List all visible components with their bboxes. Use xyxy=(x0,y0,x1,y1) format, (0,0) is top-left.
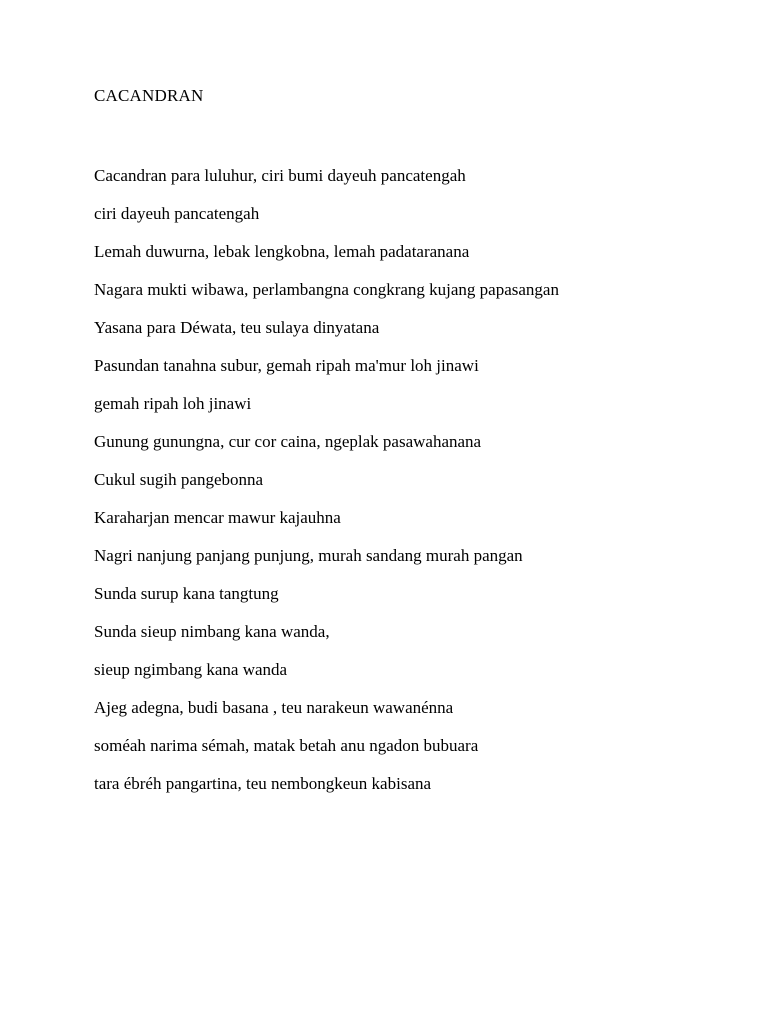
poem-line: Nagara mukti wibawa, perlambangna congkrang kujang papasangan xyxy=(94,280,559,299)
poem-line: sieup ngimbang kana wanda xyxy=(94,660,288,679)
poem-line: Lemah duwurna, lebak lengkobna, lemah padataranana xyxy=(94,242,470,261)
poem-line: Cacandran para luluhur, ciri bumi dayeuh pancatengah xyxy=(94,166,466,185)
poem-line: soméah narima sémah, matak betah anu ngadon bubuara xyxy=(94,736,479,755)
poem-line: Sunda surup kana tangtung xyxy=(94,584,279,603)
document-title: CACANDRAN xyxy=(94,86,204,105)
poem-line: Pasundan tanahna subur, gemah ripah ma'mur loh jinawi xyxy=(94,356,479,375)
poem-line: ciri dayeuh pancatengah xyxy=(94,204,260,223)
poem-line: Yasana para Déwata, teu sulaya dinyatana xyxy=(94,318,380,337)
poem-line: Gunung gunungna, cur cor caina, ngeplak pasawahanana xyxy=(94,432,482,451)
poem-line: Karaharjan mencar mawur kajauhna xyxy=(94,508,341,527)
poem-line: gemah ripah loh jinawi xyxy=(94,394,252,413)
poem-line: Ajeg adegna, budi basana , teu narakeun wawanénna xyxy=(94,698,454,717)
poem-line: Nagri nanjung panjang punjung, murah sandang murah pangan xyxy=(94,546,523,565)
poem-line: Sunda sieup nimbang kana wanda, xyxy=(94,622,330,641)
poem-line: tara ébréh pangartina, teu nembongkeun kabisana xyxy=(94,774,432,793)
poem-lines xyxy=(94,166,559,812)
poem-line: Cukul sugih pangebonna xyxy=(94,470,264,489)
